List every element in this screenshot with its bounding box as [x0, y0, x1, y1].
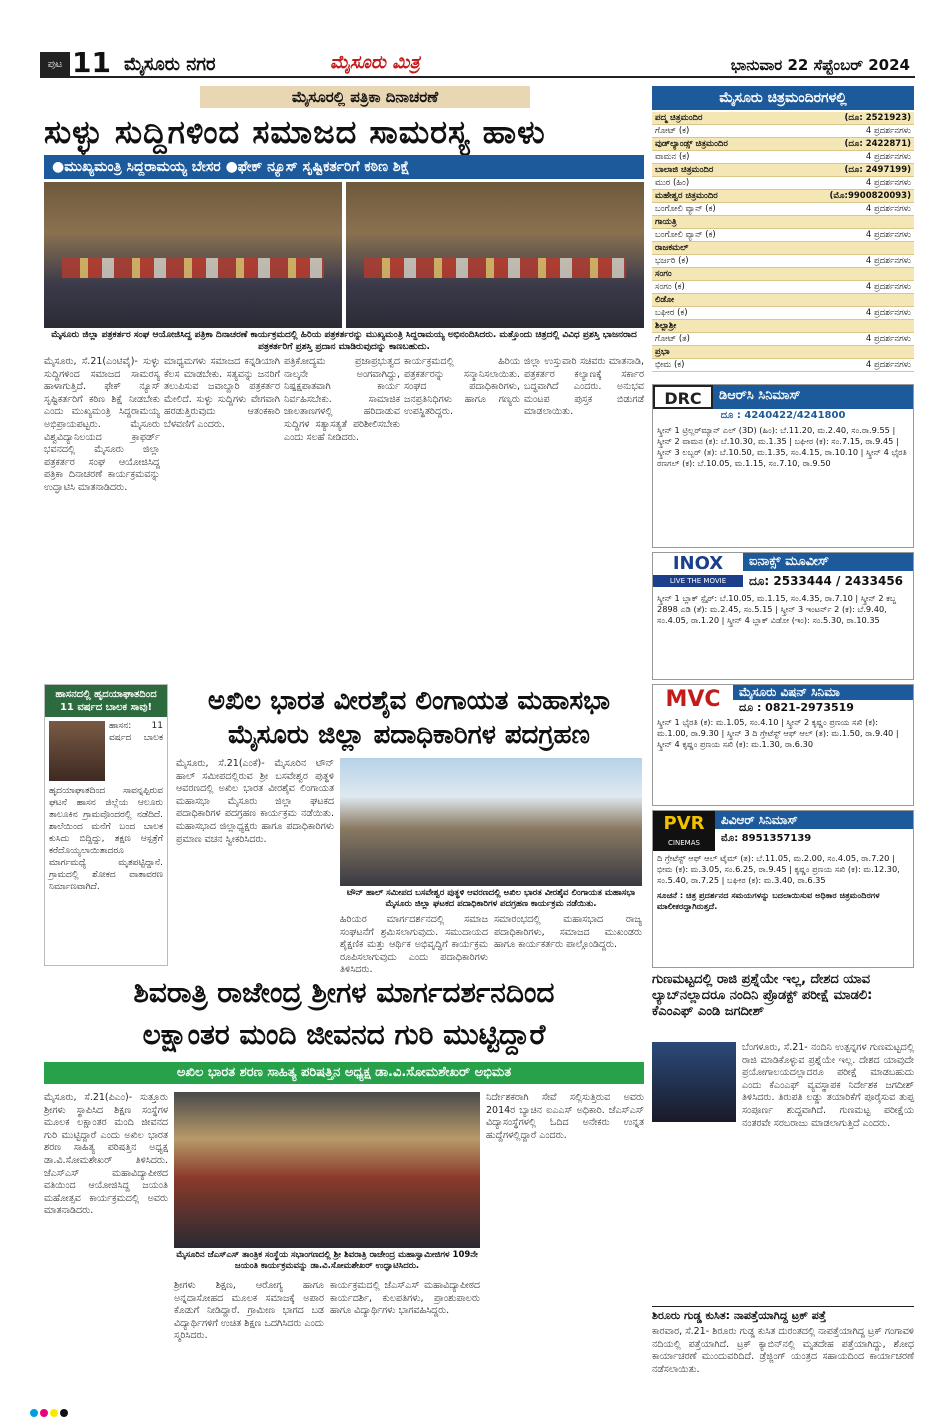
cinema-row: [652, 307, 914, 320]
sidebar-text: ಹಾಸನ: 11 ವರ್ಷದ ಬಾಲಕ ಹೃದಯಾಘಾತದಿಂದ ಸಾವನ್ನಪ್ಪಿರುವ ಘಟನೆ ಹಾಸನ ಜಿಲ್ಲೆಯ ಆಲೂರು ತಾಲೂಕಿನ ಗ್ರಾಮವೊಂದರಲ್ಲಿ ನಡೆದಿದೆ. ಶಾಲೆಯಿಂದ ಮನೆಗೆ ಬಂದ ಬಾಲಕ ಕುಸಿದು ಬಿದ್ದಿದ್ದು, ತಕ್ಷಣ ಆಸ್ಪತ್ರೆಗೆ ಕರೆದೊಯ್ಯಲಾಯಿತಾದರೂ ಮಾರ್ಗಮಧ್ಯೆ ಮೃತಪಟ್ಟಿದ್ದಾನೆ. ಗ್ರಾಮದಲ್ಲಿ ಶೋಕದ ವಾತಾವರಣ ನಿರ್ಮಾಣವಾಗಿದೆ.: [49, 721, 163, 892]
lead-photo-caption: ಮೈಸೂರು ಜಿಲ್ಲಾ ಪತ್ರಕರ್ತರ ಸಂಘ ಆಯೋಜಿಸಿದ್ದ ಪತ್ರಿಕಾ ದಿನಾಚರಣೆ ಕಾರ್ಯಕ್ರಮದಲ್ಲಿ ಹಿರಿಯ ಪತ್ರಕರ್ತರನ್ನು ಮುಖ್ಯಮಂತ್ರಿ ಸಿದ್ದರಾಮಯ್ಯ ಅಭಿನಂದಿಸಿದರು. ಮತ್ತೊಂದು ಚಿತ್ರದಲ್ಲಿ ವಿವಿಧ ಪ್ರಶಸ್ತಿ ಭಾಜನರಾದ ಪತ್ರಕರ್ತರಿಗೆ ಪ್ರಶಸ್ತಿ ಪ್ರದಾನ ಮಾಡಿರುವುದನ್ನು ಕಾಣಬಹುದು.: [51, 330, 637, 352]
cinema-row: [652, 164, 914, 177]
mid-headline: [176, 684, 642, 754]
cinema-row: [652, 112, 914, 125]
cinema-row-info: [776, 216, 914, 229]
cinema-row: [652, 294, 914, 307]
cinema-row-title: ಭೀಮ (ಕ): [652, 359, 776, 372]
cinema-row-info: [776, 242, 914, 255]
inox-box: [652, 552, 914, 680]
cinema-row-title: ಸಂಗಂ (ಕ): [652, 281, 776, 294]
sidebar-photo: [49, 721, 105, 781]
print-registration-marks: [30, 1402, 915, 1414]
drc-shows: ಸ್ಕ್ರೀನ್ 1 ಟ್ರಿಲ್ಲರ್‌ಮ್ಯಾನ್ ಎಲ್ (3D) (ಹಿಂ): ಬೆ.11.20, ಮ.2.40, ಸಂ.ರಾ.9.55 | ಸ್ಕ್ರೀನ್ 2 ವಾಮನ (ಕ): ಬೆ.10.30, ಮ.1.35 | ಬಘೀರ (ಕ): ಸಂ.7.15, ರಾ.9.45 | ಸ್ಕ್ರೀನ್ 3 ಲಬ್ಬರ್ (ತ): ಬೆ.10.50, ಮ.1.35, ಸಂ.4.15, ರಾ.10.10 | ಸ್ಕ್ರೀನ್ 4 ಭೈರತಿ ರಣಗಲ್ (ಕ): ಬೆ.10.05, ಮ.1.15, ಸಂ.7.10, ರಾ.9.50: [657, 425, 907, 468]
newspaper-logo: ಮೈಸೂರು ಮಿತ್ರ: [330, 52, 420, 73]
pvr-shows: ದಿ ಗ್ರೇಟೆಸ್ಟ್ ಆಫ್ ಆಲ್ ಟೈಮ್ (ತ): ಬೆ.11.05, ಮ.2.00, ಸಂ.4.05, ರಾ.7.20 | ಭೀಮ (ಕ): ಮ.3.05, ಸಂ.6.25, ರಾ.9.45 | ಕೃಷ್ಣಂ ಪ್ರಣಯ ಸಖಿ (ಕ): ಮ.12.30, ಸಂ.5.40, ರಾ.7.25 | ಬಘೀರ (ಕ): ಮ.3.40, ರಾ.6.35: [657, 853, 900, 885]
bottom-column-4: ನಿರ್ದೇಶಕರಾಗಿ ಸೇವೆ ಸಲ್ಲಿಸುತ್ತಿರುವ ಅವರು 2014ರ ಬ್ಯಾಚಿನ ಐಎಎಸ್ ಅಧಿಕಾರಿ. ಜೆಎಸ್ಎಸ್ ವಿದ್ಯಾಸಂಸ್ಥೆಗಳಲ್ಲಿ ಓದಿದ ಅನೇಕರು ಉನ್ನತ ಹುದ್ದೆಗಳಲ್ಲಿದ್ದಾರೆ ಎಂದರು.: [486, 1092, 644, 1141]
cinema-listing-title: ಮೈಸೂರು ಚಿತ್ರಮಂದಿರಗಳಲ್ಲಿ: [652, 86, 914, 110]
drc-box: [652, 384, 914, 548]
cinema-row-title: ಭರ್ಜರಿ (ಕ): [652, 255, 776, 268]
pvr-logo: PVR: [663, 813, 705, 834]
cinema-row: [652, 190, 914, 203]
cinema-row: [652, 242, 914, 255]
cinema-row-info: 4 ಪ್ರದರ್ಶನಗಳು: [776, 229, 914, 242]
cinema-row: [652, 255, 914, 268]
right-sub-text: ಕಾರವಾರ, ಸೆ.21- ಶಿರೂರು ಗುಡ್ಡ ಕುಸಿತ ದುರಂತದಲ್ಲಿ ನಾಪತ್ತೆಯಾಗಿದ್ದ ಟ್ರಕ್ ಗಂಗಾವಳಿ ನದಿಯಲ್ಲಿ ಪತ್ತೆಯಾಗಿದೆ. ಟ್ರಕ್ ಕ್ಯಾಬಿನ್‌ನಲ್ಲಿ ಮೃತದೇಹ ಪತ್ತೆಯಾಗಿದ್ದು, ಶೋಧ ಕಾರ್ಯಾಚರಣೆ ಮುಂದುವರಿದಿದೆ. ಡ್ರೆಜ್ಜಿಂಗ್ ಯಂತ್ರದ ಸಹಾಯದಿಂದ ಕಾರ್ಯಾಚರಣೆ ನಡೆಸಲಾಯಿತು.: [652, 1326, 914, 1375]
right-sub-headline: ಶಿರೂರು ಗುಡ್ಡ ಕುಸಿತ: ನಾಪತ್ತೆಯಾಗಿದ್ದ ಟ್ರಕ್ ಪತ್ತೆ: [652, 1306, 914, 1324]
cinema-row-info: 4 ಪ್ರದರ್ಶನಗಳು: [776, 125, 914, 138]
lead-headline: ಸುಳ್ಳು ಸುದ್ದಿಗಳಿಂದ ಸಮಾಜದ ಸಾಮರಸ್ಯ ಹಾಳು: [44, 113, 546, 151]
right-brief-text: ಬೆಂಗಳೂರು, ಸೆ.21- ನಂದಿನಿ ಉತ್ಪನ್ನಗಳ ಗುಣಮಟ್ಟದಲ್ಲಿ ರಾಜಿ ಮಾಡಿಕೊಳ್ಳುವ ಪ್ರಶ್ನೆಯೇ ಇಲ್ಲ. ದೇಶದ ಯಾವುದೇ ಪ್ರಯೋಗಾಲಯದಲ್ಲಾದರೂ ಪರೀಕ್ಷೆ ಮಾಡಬಹುದು ಎಂದು ಕೆಎಂಎಫ್ ವ್ಯವಸ್ಥಾಪಕ ನಿರ್ದೇಶಕ ಜಗದೀಶ್ ತಿಳಿಸಿದರು. ತಿರುಪತಿ ಲಡ್ಡು ತಯಾರಿಕೆಗೆ ಪೂರೈಸುವ ತುಪ್ಪ ಸಂಪೂರ್ಣ ಶುದ್ಧವಾಗಿದೆ. ಗುಣಮಟ್ಟ ಪರೀಕ್ಷೆಯ ನಂತರವೇ ಸರಬರಾಜು ಮಾಡಲಾಗುತ್ತಿದೆ ಎಂದರು.: [742, 1042, 914, 1129]
cinema-row-title: ಪ್ರಭಾ: [652, 346, 776, 359]
pvr-box: [652, 810, 914, 968]
mvc-name: ಮೈಸೂರು ವಿಷನ್ ಸಿನಿಮಾ: [733, 685, 913, 700]
drc-name: ಡಿಆರ್‌ಸಿ ಸಿನಿಮಾಸ್: [719, 388, 801, 403]
right-brief-headline: ಗುಣಮಟ್ಟದಲ್ಲಿ ರಾಜಿ ಪ್ರಶ್ನೆಯೇ ಇಲ್ಲ, ದೇಶದ ಯಾವ ಲ್ಯಾಬ್‌ನಲ್ಲಾದರೂ ನಂದಿನಿ ಪ್ರೊಡಕ್ಟ್ ಪರೀಕ್ಷೆ ಮಾಡಲಿ: ಕೆಎಂಎಫ್ ಎಂಡಿ ಜಗದೀಶ್: [652, 972, 873, 1019]
inox-tagline: LIVE THE MOVIE: [653, 575, 743, 587]
bottom-column-1: ಮೈಸೂರು, ಸೆ.21(ಪಿಎಂ)- ಸುತ್ತೂರು ಶ್ರೀಗಳು ಸ್ಥಾಪಿಸಿದ ಶಿಕ್ಷಣ ಸಂಸ್ಥೆಗಳ ಮೂಲಕ ಲಕ್ಷಾಂತರ ಮಂದಿ ಜೀವನದ ಗುರಿ ಮುಟ್ಟಿದ್ದಾರೆ ಎಂದು ಅಖಿಲ ಭಾರತ ಶರಣ ಸಾಹಿತ್ಯ ಪರಿಷತ್ತಿನ ಅಧ್ಯಕ್ಷ ಡಾ.ವಿ.ಸೋಮಶೇಖರ್ ತಿಳಿಸಿದರು. ಜೆಎಸ್ಎಸ್ ಮಹಾವಿದ್ಯಾಪೀಠದ ವತಿಯಿಂದ ಆಯೋಜಿಸಿದ್ದ ಜಯಂತಿ ಮಹೋತ್ಸವ ಕಾರ್ಯಕ್ರಮದಲ್ಲಿ ಅವರು ಮಾತನಾಡಿದರು.: [44, 1092, 168, 1217]
cinema-row-title: ಸಂಗಂ: [652, 268, 776, 281]
bottom-column-3: ಕಾರ್ಯಕ್ರಮದಲ್ಲಿ ಜೆಎಸ್ಎಸ್ ಮಹಾವಿದ್ಯಾಪೀಠದ ಕಾರ್ಯದರ್ಶಿ, ಕುಲಪತಿಗಳು, ಪ್ರಾಂಶುಪಾಲರು ಹಾಗೂ ವಿದ್ಯಾರ್ಥಿಗಳು ಭಾಗವಹಿಸಿದ್ದರು.: [330, 1280, 480, 1317]
sidebar-brief: [44, 684, 168, 966]
inox-logo: INOX: [672, 553, 724, 574]
cinema-table: [652, 112, 914, 382]
pvr-name: ಪಿವಿಆರ್ ಸಿನಿಮಾಸ್: [715, 811, 913, 829]
cinema-row-title: ಬಂಗೋಲಿ ವ್ಯಾನ್ (ಕ): [652, 203, 776, 216]
cinema-row-info: 4 ಪ್ರದರ್ಶನಗಳು: [776, 203, 914, 216]
cinema-row-info: (ದೂ: 2497199): [776, 164, 914, 177]
cinema-row-title: ವಾಮನ (ಕ): [652, 151, 776, 164]
bottom-headline-line-2: ಲಕ್ಷಾಂತರ ಮಂದಿ ಜೀವನದ ಗುರಿ ಮುಟ್ಟಿದ್ದಾರೆ: [142, 1018, 546, 1051]
cinema-row-info: 4 ಪ್ರದರ್ಶನಗಳು: [776, 281, 914, 294]
inox-shows: ಸ್ಕ್ರೀನ್ 1 ಬ್ಲಾಕ್ ಸ್ಪೈರ್: ಬೆ.10.05, ಮ.1.15, ಸಂ.4.35, ರಾ.7.10 | ಸ್ಕ್ರೀನ್ 2 ಕಬ್ಜ 2898 ಎಡಿ (ತೆ): ಮ.2.45, ಸಂ.5.15 | ಸ್ಕ್ರೀನ್ 3 ಇಂಟರ್ನ್ 2 (ಕ): ಬೆ.9.40, ಸಂ.4.05, ರಾ.1.20 | ಸ್ಕ್ರೀನ್ 4 ಬ್ಲಾಕ್ ವಿಡೋ (ಇಂ): ಸಂ.5.30, ರಾ.10.35: [657, 593, 896, 625]
cinema-row-info: (ದೂ: 2521923): [776, 112, 914, 125]
lead-column-4: ಕಾರ್ಯಕ್ರಮದಲ್ಲಿ ಹಿರಿಯ ಪತ್ರಕರ್ತರನ್ನು ಸನ್ಮಾನಿಸಲಾಯಿತು. ಸಂಘದ ಪದಾಧಿಕಾರಿಗಳು, ಜನಪ್ರತಿನಿಧಿಗಳು ಹಾಗೂ ಗಣ್ಯರು ಉಪಸ್ಥಿತರಿದ್ದರು.: [404, 356, 520, 418]
cinema-row-info: (ಮೊ:9900820093): [776, 190, 914, 203]
lead-column-2: ಮಾಧ್ಯಮಗಳು ಸಮಾಜದ ಕನ್ನಡಿಯಾಗಿ ಕೆಲಸ ಮಾಡಬೇಕು. ಸತ್ಯವನ್ನು ಜನರಿಗೆ ತಲುಪಿಸುವ ಜವಾಬ್ದಾರಿ ಪತ್ರಕರ್ತರ ಮೇಲಿದೆ. ಸುಳ್ಳು ಸುದ್ದಿಗಳು ವೇಗವಾಗಿ ಹರಡುತ್ತಿರುವುದು ಆತಂಕಕಾರಿ ಬೆಳವಣಿಗೆ ಎಂದರು.: [164, 356, 280, 430]
cinema-row: [652, 216, 914, 229]
cinema-row-title: ಗಾಯತ್ರಿ: [652, 216, 776, 229]
cinema-row: [652, 268, 914, 281]
cinema-row-info: [776, 268, 914, 281]
bottom-subbar: ಅಖಿಲ ಭಾರತ ಶರಣ ಸಾಹಿತ್ಯ ಪರಿಷತ್ತಿನ ಅಧ್ಯಕ್ಷ ಡಾ.ವಿ.ಸೋಮಶೇಖರ್ ಅಭಿಮತ: [44, 1062, 644, 1084]
page-number: 11: [72, 46, 111, 79]
bottom-headline-line-1: ಶಿವರಾತ್ರಿ ರಾಜೇಂದ್ರ ಶ್ರೀಗಳ ಮಾರ್ಗದರ್ಶನದಿಂದ: [133, 976, 555, 1009]
cinema-row-title: ಬಘೀರ (ಕ): [652, 307, 776, 320]
cinema-table-grid: [652, 112, 914, 372]
drc-logo: DRC: [653, 385, 713, 409]
cinema-row: [652, 281, 914, 294]
cinema-row-info: 4 ಪ್ರದರ್ಶನಗಳು: [776, 151, 914, 164]
cinema-row: [652, 203, 914, 216]
cinema-row-title: ಲಿಡೋ: [652, 294, 776, 307]
mvc-logo: MVC: [665, 687, 721, 712]
cinema-row-info: (ದೂ: 2422871): [776, 138, 914, 151]
pvr-note: ಸೂಚನೆ : ಚಿತ್ರ ಪ್ರದರ್ಶನದ ಸಮಯಗಳನ್ನು ಬದಲಾಯಿಸುವ ಅಧಿಕಾರ ಚಿತ್ರಮಂದಿರಗಳ ಮಾಲೀಕರದ್ದಾಗಿರುತ್ತದೆ.: [657, 890, 880, 911]
mvc-phone: ದೂ : 0821-2973519: [739, 701, 854, 714]
lead-photo-left: [44, 182, 342, 328]
cinema-row-info: 4 ಪ್ರದರ್ಶನಗಳು: [776, 359, 914, 372]
lead-column-1: ಮೈಸೂರು, ಸೆ.21(ಎಂಟಿವೈ)- ಸುಳ್ಳು ಸುದ್ದಿಗಳಿಂದ ಸಮಾಜದ ಸಾಮರಸ್ಯ ಹಾಳಾಗುತ್ತಿದೆ. ಫೇಕ್ ನ್ಯೂಸ್ ಸೃಷ್ಟಿಕರ್ತರಿಗೆ ಕಠಿಣ ಶಿಕ್ಷೆ ನೀಡಬೇಕು ಎಂದು ಮುಖ್ಯಮಂತ್ರಿ ಸಿದ್ದರಾಮಯ್ಯ ಅಭಿಪ್ರಾಯಪಟ್ಟರು. ಮೈಸೂರು ವಿಶ್ವವಿದ್ಯಾನಿಲಯದ ಕ್ರಾಫರ್ಡ್ ಭವನದಲ್ಲಿ ಮೈಸೂರು ಜಿಲ್ಲಾ ಪತ್ರಕರ್ತರ ಸಂಘ ಆಯೋಜಿಸಿದ್ದ ಪತ್ರಿಕಾ ದಿನಾಚರಣೆ ಕಾರ್ಯಕ್ರಮವನ್ನು ಉದ್ಘಾಟಿಸಿ ಮಾತನಾಡಿದರು.: [44, 356, 160, 493]
section-name: ಮೈಸೂರು ನಗರ: [124, 54, 216, 75]
cinema-row: [652, 320, 914, 333]
cinema-row-title: ಪದ್ಮ ಚಿತ್ರಮಂದಿರ: [652, 112, 776, 125]
mid-photo-caption: ಟೌನ್ ಹಾಲ್ ಸಮೀಪದ ಬಸವೇಶ್ವರ ಪುತ್ಥಳಿ ಆವರಣದಲ್ಲಿ ಅಖಿಲ ಭಾರತ ವೀರಶೈವ ಲಿಂಗಾಯತ ಮಹಾಸಭಾ ಮೈಸೂರು ಜಿಲ್ಲಾ ಘಟಕದ ಪದಾಧಿಕಾರಿಗಳ ಪದಗ್ರಹಣ ಕಾರ್ಯಕ್ರಮ ನಡೆಯಿತು.: [346, 888, 636, 909]
mid-photo: [340, 758, 642, 886]
cinema-row-title: ಮಹೇಶ್ವರ ಚಿತ್ರಮಂದಿರ: [652, 190, 776, 203]
mid-intro: ಮೈಸೂರು, ಸೆ.21(ಎಂಕೆ)- ಮೈಸೂರಿನ ಟೌನ್ ಹಾಲ್ ಸಮೀಪದಲ್ಲಿರುವ ಶ್ರೀ ಬಸವೇಶ್ವರ ಪುತ್ಥಳಿ ಆವರಣದಲ್ಲಿ ಅಖಿಲ ಭಾರತ ವೀರಶೈವ ಲಿಂಗಾಯತ ಮಹಾಸಭಾ ಮೈಸೂರು ಜಿಲ್ಲಾ ಘಟಕದ ಪದಾಧಿಕಾರಿಗಳ ಪದಗ್ರಹಣ ಕಾರ್ಯಕ್ರಮ ನಡೆಯಿತು. ಮಹಾಸಭಾದ ಜಿಲ್ಲಾಧ್ಯಕ್ಷರು ಹಾಗೂ ಪದಾಧಿಕಾರಿಗಳು ಪ್ರಮಾಣ ವಚನ ಸ್ವೀಕರಿಸಿದರು.: [176, 758, 334, 845]
cinema-row-info: [776, 346, 914, 359]
bottom-photo-caption: ಮೈಸೂರಿನ ಜೆಎಸ್ಎಸ್ ತಾಂತ್ರಿಕ ಸಂಸ್ಥೆಯ ಸಭಾಂಗಣದಲ್ಲಿ ಶ್ರೀ ಶಿವರಾತ್ರಿ ರಾಜೇಂದ್ರ ಮಹಾಸ್ವಾಮೀಜಿಗಳ 109ನೇ ಜಯಂತಿ ಕಾರ್ಯಕ್ರಮವನ್ನು ಡಾ.ವಿ.ಸೋಮಶೇಖರ್ ಉದ್ಘಾಟಿಸಿದರು.: [176, 1250, 478, 1271]
cinema-row-title: ವುಡ್‌ಲ್ಯಾಂಡ್ಸ್ ಚಿತ್ರಮಂದಿರ: [652, 138, 776, 151]
cinema-row-info: [776, 294, 914, 307]
mid-body-2: ಸಮಾರಂಭದಲ್ಲಿ ಮಹಾಸಭಾದ ರಾಜ್ಯ ಪದಾಧಿಕಾರಿಗಳು, ಸಮಾಜದ ಮುಖಂಡರು ಹಾಗೂ ಕಾರ್ಯಕರ್ತರು ಪಾಲ್ಗೊಂಡಿದ್ದರು.: [494, 914, 642, 951]
mvc-shows: ಸ್ಕ್ರೀನ್ 1 ಭೈರತಿ (ಕ): ಮ.1.05, ಸಂ.4.10 | ಸ್ಕ್ರೀನ್ 2 ಕೃಷ್ಣಂ ಪ್ರಣಯ ಸಖಿ (ಕ): ಮ.1.00, ರಾ.9.30 | ಸ್ಕ್ರೀನ್ 3 ದಿ ಗ್ರೇಟೆಸ್ಟ್ ಆಫ್ ಆಲ್ (ತ): ಮ.1.50, ರಾ.9.40 | ಸ್ಕ್ರೀನ್ 4 ಕೃಷ್ಣಂ ಪ್ರಣಯ ಸಖಿ (ಕ): ಮ.1.30, ರಾ.6.30: [657, 717, 899, 749]
cinema-row: [652, 333, 914, 346]
lead-photo-right: [346, 182, 644, 328]
mid-body-1: ಹಿರಿಯರ ಮಾರ್ಗದರ್ಶನದಲ್ಲಿ ಸಮಾಜ ಸಂಘಟನೆಗೆ ಶ್ರಮಿಸಲಾಗುವುದು. ಸಮುದಾಯದ ಶೈಕ್ಷಣಿಕ ಮತ್ತು ಆರ್ಥಿಕ ಅಭಿವೃದ್ಧಿಗೆ ಕಾರ್ಯಕ್ರಮ ರೂಪಿಸಲಾಗುವುದು ಎಂದು ಪದಾಧಿಕಾರಿಗಳು ತಿಳಿಸಿದರು.: [340, 914, 488, 976]
inox-name: ಐನಾಕ್ಸ್ ಮೂವೀಸ್: [743, 553, 913, 571]
cinema-row-title: ಬಾಲಾಜಿ ಚಿತ್ರಮಂದಿರ: [652, 164, 776, 177]
pvr-phone: ಮೊ: 8951357139: [721, 833, 812, 844]
pvr-sub: CINEMAS: [668, 839, 700, 847]
page-label: ಪುಟ: [40, 52, 70, 78]
mid-headline-line-2: ಮೈಸೂರು ಜಿಲ್ಲಾ ಪದಾಧಿಕಾರಿಗಳ ಪದಗ್ರಹಣ: [228, 720, 590, 750]
lead-column-3: ಪತ್ರಿಕೋದ್ಯಮ ಪ್ರಜಾಪ್ರಭುತ್ವದ ನಾಲ್ಕನೇ ಅಂಗವಾಗಿದ್ದು, ನಿಷ್ಪಕ್ಷಪಾತವಾಗಿ ಕಾರ್ಯ ನಿರ್ವಹಿಸಬೇಕು. ಸಾಮಾಜಿಕ ಜಾಲತಾಣಗಳಲ್ಲಿ ಹರಿದಾಡುವ ಸುದ್ದಿಗಳ ಸತ್ಯಾಸತ್ಯತೆ ಪರಿಶೀಲಿಸಬೇಕು ಎಂದು ಸಲಹೆ ನೀಡಿದರು.: [284, 356, 400, 443]
cinema-row-title: ಗೋಟ್ (ಕ): [652, 125, 776, 138]
cinema-row-title: ಗೋಟ್ (ತ): [652, 333, 776, 346]
cinema-row-info: 4 ಪ್ರದರ್ಶನಗಳು: [776, 177, 914, 190]
issue-date: ಭಾನುವಾರ 22 ಸೆಪ್ಟೆಂಬರ್ 2024: [730, 56, 910, 74]
cinema-row-title: ಶಿಲ್ಪಾಶ್ರೀ: [652, 320, 776, 333]
cinema-row: [652, 359, 914, 372]
bottom-photo: [174, 1092, 480, 1248]
cinema-row-info: [776, 320, 914, 333]
cinema-row: [652, 177, 914, 190]
cinema-row-title: ಬಂಗೋಲಿ ವ್ಯಾನ್ (ಕ): [652, 229, 776, 242]
cinema-row-info: 4 ಪ್ರದರ್ಶನಗಳು: [776, 307, 914, 320]
mid-headline-line-1: ಅಖಿಲ ಭಾರತ ವೀರಶೈವ ಲಿಂಗಾಯತ ಮಹಾಸಭಾ: [207, 686, 611, 716]
lead-column-5: ಜಿಲ್ಲಾ ಉಸ್ತುವಾರಿ ಸಚಿವರು ಮಾತನಾಡಿ, ಪತ್ರಕರ್ತರ ಕಲ್ಯಾಣಕ್ಕೆ ಸರ್ಕಾರ ಬದ್ಧವಾಗಿದೆ ಎಂದರು. ಅನುಭವ ಮಂಟಪ ಪುಸ್ತಕ ಬಿಡುಗಡೆ ಮಾಡಲಾಯಿತು.: [524, 356, 644, 418]
mvc-box: [652, 684, 914, 806]
cinema-row: [652, 229, 914, 242]
bottom-column-2: ಶ್ರೀಗಳು ಶಿಕ್ಷಣ, ಆರೋಗ್ಯ ಹಾಗೂ ಅನ್ನದಾಸೋಹದ ಮೂಲಕ ಸಮಾಜಕ್ಕೆ ಅಪಾರ ಕೊಡುಗೆ ನೀಡಿದ್ದಾರೆ. ಗ್ರಾಮೀಣ ಭಾಗದ ಬಡ ವಿದ್ಯಾರ್ಥಿಗಳಿಗೆ ಉಚಿತ ಶಿಕ್ಷಣ ಒದಗಿಸಿದರು ಎಂದು ಸ್ಮರಿಸಿದರು.: [174, 1280, 324, 1342]
cinema-row: [652, 138, 914, 151]
lead-subhead: ●ಮುಖ್ಯಮಂತ್ರಿ ಸಿದ್ದರಾಮಯ್ಯ ಬೇಸರ ●ಫೇಕ್ ನ್ಯೂಸ್ ಸೃಷ್ಟಿಕರ್ತರಿಗೆ ಕಠಿಣ ಶಿಕ್ಷೆ: [44, 155, 644, 179]
cinema-row-info: 4 ಪ್ರದರ್ಶನಗಳು: [776, 255, 914, 268]
bottom-headline: [44, 972, 644, 1058]
cinema-row-title: ರಾಜಕಮಲ್: [652, 242, 776, 255]
lead-kicker: ಮೈಸೂರಲ್ಲಿ ಪತ್ರಿಕಾ ದಿನಾಚರಣೆ: [200, 86, 530, 108]
cinema-row-title: ಮುರ (ಹಿಂ): [652, 177, 776, 190]
cinema-row-info: 4 ಪ್ರದರ್ಶನಗಳು: [776, 333, 914, 346]
cinema-row: [652, 125, 914, 138]
cinema-row: [652, 151, 914, 164]
sidebar-title: ಹಾಸನದಲ್ಲಿ ಹೃದಯಾಘಾತದಿಂದ 11 ವರ್ಷದ ಬಾಲಕ ಸಾವು!: [45, 685, 167, 717]
drc-phone: ದೂ : 4240422/4241800: [720, 410, 846, 421]
cinema-row: [652, 346, 914, 359]
inox-phone: ದೂ: 2533444 / 2433456: [749, 574, 904, 588]
